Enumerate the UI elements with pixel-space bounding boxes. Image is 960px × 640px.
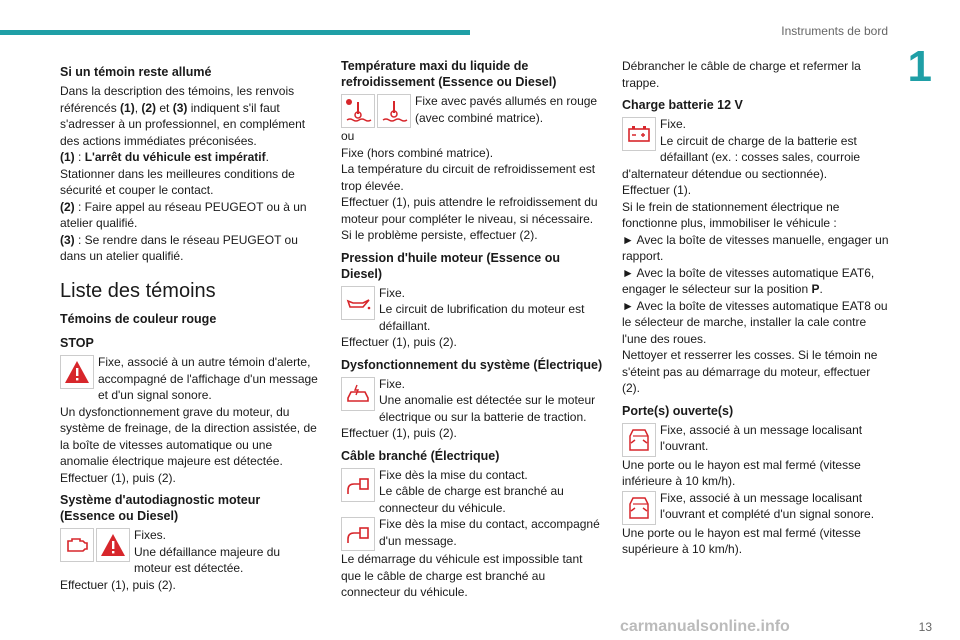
header-accent-bar: [0, 30, 470, 35]
intro-paragraph: Dans la description des témoins, les renvois référencés (1), (2) et (3) indiquent s'il faut s'adresser à un professionnel, en complément des actions immédiates préconisées.: [60, 84, 306, 148]
elec-heading: Dysfonctionnement du système (Électrique): [341, 357, 603, 372]
elec-text-b: Une anomalie est détectée sur le moteur électrique ou sur la batterie de traction.: [379, 393, 596, 424]
list-title: Liste des témoins: [60, 279, 216, 302]
stop-text-a: Fixe, associé à un autre témoin d'alerte, accompagné de l'affichage d'un message et d'un signal sonore.: [98, 355, 318, 402]
column-2: [341, 58, 603, 601]
charging-cable-icon: [341, 468, 375, 502]
diag-text-a: Fixes.: [134, 528, 167, 542]
chapter-number: 1: [907, 42, 932, 91]
temp-text-f: Si le problème persiste, effectuer (2).: [341, 228, 538, 242]
warning-triangle-icon: [96, 528, 130, 562]
temp-icon-group: [341, 94, 411, 128]
battery-text-h: Nettoyer et resserrer les cosses. Si le témoin ne s'éteint pas au démarrage du moteur, effectuer (2).: [622, 348, 878, 395]
elec-text-a: Fixe.: [379, 376, 406, 391]
page-number: 13: [918, 620, 932, 634]
door-text-c: Fixe, associé à un message localisant l'ouvrant et complété d'un signal sonore.: [660, 490, 875, 521]
charging-cable-icon: [341, 517, 375, 551]
diag-text-c: Effectuer (1), puis (2).: [60, 577, 176, 592]
cable-icon-group-2: [341, 517, 375, 551]
oil-can-icon: [341, 286, 375, 320]
door-text-b: Une porte ou le hayon est mal fermé (vitesse inférieure à 10 km/h).: [622, 457, 861, 488]
oil-text-c: Effectuer (1), puis (2).: [341, 335, 457, 349]
battery-heading: Charge batterie 12 V: [622, 98, 743, 112]
elec-icon-group: [341, 377, 375, 411]
stop-warning-icon: [60, 355, 94, 389]
battery-icon: [622, 117, 656, 151]
battery-text-b: Le circuit de charge de la batterie est défaillant (ex. : cosses sales, courroie d'alternateur détendue ou sectionnée).: [622, 133, 861, 181]
battery-text-a: Fixe.: [660, 117, 687, 131]
temp-text-c: Fixe (hors combiné matrice).: [341, 145, 494, 160]
cable-text-c: Fixe dès la mise du contact, accompagné d'un message.: [379, 517, 600, 548]
door-text-d: Une porte ou le hayon est mal fermé (vitesse supérieure à 10 km/h).: [622, 525, 861, 556]
diag-heading: Système d'autodiagnostic moteur (Essence ou Diesel): [60, 493, 261, 523]
cable-icon-group-1: [341, 468, 375, 502]
temp-heading: Température maxi du liquide de refroidissement (Essence ou Diesel): [341, 59, 557, 89]
red-warnings-subtitle: Témoins de couleur rouge: [60, 311, 217, 326]
cable-text-d: Le démarrage du véhicule est impossible tant que le câble de charge est branché au connecteur du véhicule.: [341, 552, 583, 599]
battery-text-d: Si le frein de stationnement électrique ne fonctionne plus, immobiliser le véhicule :: [622, 199, 840, 230]
oil-icon-group: [341, 286, 375, 320]
temp-text-e: Effectuer (1), puis attendre le refroidissement du moteur pour compléter le niveau, si nécessaire.: [341, 195, 598, 226]
battery-text-f: ► Avec la boîte de vitesses automatique EAT6, engager le sélecteur sur la position P.: [622, 265, 875, 296]
diag-icon-group: [60, 528, 130, 562]
battery-text-c: Effectuer (1).: [622, 183, 692, 197]
ref-item-1: (1) : L'arrêt du véhicule est impératif. Stationner dans les meilleures conditions de sécurité et couper le contact.: [60, 150, 295, 197]
engine-icon: [60, 528, 94, 562]
door-icon-group-1: [622, 423, 656, 457]
cable-text-b: Le câble de charge est branché au connecteur du véhicule.: [379, 484, 564, 515]
stop-text-b: Un dysfonctionnement grave du moteur, du système de freinage, de la direction assistée, de la boîte de vitesses automatique ou une anomalie électrique majeure est détectée.: [60, 404, 317, 468]
column-3: [622, 58, 890, 558]
heading-warning-stays-on: Si un témoin reste allumé: [60, 65, 212, 79]
door-text-a: Fixe, associé à un message localisant l'ouvrant.: [660, 422, 863, 453]
cable-heading: Câble branché (Électrique): [341, 448, 500, 463]
ref-item-2: (2) : Faire appel au réseau PEUGEOT ou à un atelier qualifié.: [60, 199, 307, 230]
door-heading: Porte(s) ouverte(s): [622, 403, 734, 418]
battery-text-g: ► Avec la boîte de vitesses automatique EAT8 ou le sélecteur de marche, installer la cale contre l'une des roues.: [622, 298, 888, 346]
stop-icon-group: [60, 355, 94, 389]
battery-icon-group: [622, 117, 656, 151]
stop-heading: STOP: [60, 336, 94, 350]
stop-text-c: Effectuer (1), puis (2).: [60, 470, 176, 485]
watermark: carmanualsonline.info: [620, 618, 790, 635]
door-icon-group-2: [622, 491, 656, 525]
oil-heading: Pression d'huile moteur (Essence ou Diesel): [341, 250, 561, 281]
oil-text-b: Le circuit de lubrification du moteur est défaillant.: [379, 302, 585, 333]
temp-text-a: Fixe avec pavés allumés en rouge (avec combiné matrice).: [415, 94, 598, 125]
door-open-icon: [622, 423, 656, 457]
battery-text-e: ► Avec la boîte de vitesses manuelle, engager un rapport.: [622, 232, 889, 263]
elec-text-c: Effectuer (1), puis (2).: [341, 426, 457, 440]
coolant-temp-matrix-icon: [341, 94, 375, 128]
electric-car-fault-icon: [341, 377, 375, 411]
temp-text-d: La température du circuit de refroidissement est trop élevée.: [341, 162, 596, 193]
coolant-temp-icon: [377, 94, 411, 128]
section-title: Instruments de bord: [781, 24, 888, 38]
cable-text-a: Fixe dès la mise du contact.: [379, 467, 528, 482]
door-open-icon: [622, 491, 656, 525]
oil-text-a: Fixe.: [379, 285, 406, 300]
column-1: [60, 58, 318, 593]
temp-text-b: ou: [341, 129, 355, 143]
diag-text-b: Une défaillance majeure du moteur est détectée.: [134, 544, 281, 575]
unplug-text: Débrancher le câble de charge et refermer la trappe.: [622, 59, 861, 90]
ref-item-3: (3) : Se rendre dans le réseau PEUGEOT ou dans un atelier qualifié.: [60, 232, 298, 263]
